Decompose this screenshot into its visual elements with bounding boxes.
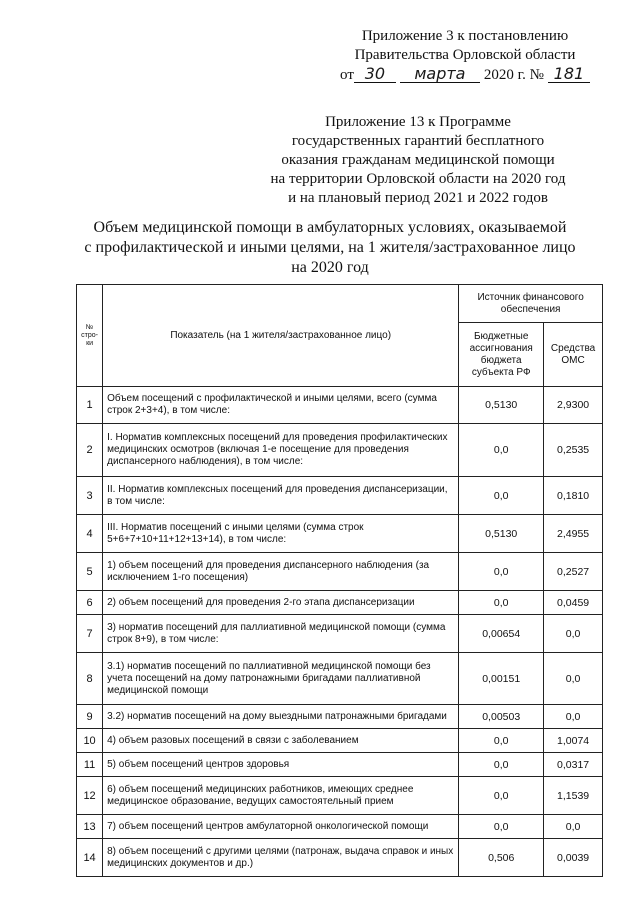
row-oms: 0,0 [544,615,603,653]
date-year: 2020 г. № [483,67,544,83]
row-oms: 1,0074 [544,729,603,753]
appendix-line-4: на территории Орловской области на 2020 год [270,171,566,187]
volume-table [76,284,603,877]
date-prefix: от [340,67,354,83]
row-indicator: III. Норматив посещений с иными целями (сумма строк 5+6+7+10+11+12+13+14), в том числе: [103,515,459,553]
row-indicator: Объем посещений с профилактической и иными целями, всего (сумма строк 2+3+4), в том числе: [103,387,459,424]
appendix-line-1: Приложение 13 к Программе [325,114,511,130]
row-indicator: 3.1) норматив посещений по паллиативной медицинской помощи без учета посещений на дому патронажными бригадами паллиативной медицинской помощи [103,653,459,705]
row-number: 2 [77,424,103,477]
row-indicator: 5) объем посещений центров здоровья [103,753,459,777]
table-row [77,424,603,477]
row-number: 10 [77,729,103,753]
row-number: 4 [77,515,103,553]
table-row [77,553,603,591]
table-row [77,591,603,615]
handwritten-doc-number: 181 [548,65,590,83]
row-budget: 0,0 [459,424,544,477]
row-indicator: 7) объем посещений центров амбулаторной онкологической помощи [103,815,459,839]
row-indicator: 6) объем посещений медицинских работников, имеющих среднее медицинское образование, ведущих самостоятельный прием [103,777,459,815]
appendix-13-header [228,113,608,208]
row-budget: 0,0 [459,777,544,815]
row-number: 5 [77,553,103,591]
table-row [77,477,603,515]
row-number: 7 [77,615,103,653]
row-budget: 0,0 [459,591,544,615]
row-indicator: II. Норматив комплексных посещений для проведения диспансеризации, в том числе: [103,477,459,515]
header-row-number: № стро-ки [77,285,103,387]
row-oms: 2,4955 [544,515,603,553]
row-oms: 0,0 [544,705,603,729]
table-row [77,815,603,839]
row-budget: 0,00503 [459,705,544,729]
resolution-line-1: Приложение 3 к постановлению [361,28,569,44]
row-oms: 1,1539 [544,777,603,815]
row-oms: 0,0 [544,815,603,839]
table-row [77,729,603,753]
appendix-line-5: и на плановый период 2021 и 2022 годов [288,190,548,206]
row-number: 6 [77,591,103,615]
row-budget: 0,5130 [459,387,544,424]
header-budget: Бюджетные ассигнования бюджета субъекта РФ [459,323,544,387]
row-indicator: 4) объем разовых посещений в связи с заболеванием [103,729,459,753]
row-indicator: 2) объем посещений для проведения 2-го этапа диспансеризации [103,591,459,615]
row-oms: 0,0459 [544,591,603,615]
header-funding-source: Источник финансового обеспечения [459,285,603,323]
table-row [77,705,603,729]
row-number: 3 [77,477,103,515]
header-indicator: Показатель (на 1 жителя/застрахованное лицо) [103,285,459,387]
row-indicator: 1) объем посещений для проведения диспансерного наблюдения (за исключением 1-го посещения) [103,553,459,591]
title-line-3: на 2020 год [291,259,369,276]
row-number: 14 [77,839,103,877]
appendix-line-2: государственных гарантий бесплатного [291,133,545,149]
row-oms: 0,0 [544,653,603,705]
document-title [70,218,590,278]
row-oms: 0,0317 [544,753,603,777]
row-indicator: 8) объем посещений с другими целями (патронаж, выдача справок и иных медицинских документов и др.) [103,839,459,877]
row-budget: 0,5130 [459,515,544,553]
handwritten-day: 30 [354,65,396,83]
row-number: 11 [77,753,103,777]
row-number: 1 [77,387,103,424]
header-oms: Средства ОМС [544,323,603,387]
table-row [77,753,603,777]
row-number: 9 [77,705,103,729]
table-row [77,777,603,815]
resolution-date-line [300,65,630,85]
row-number: 12 [77,777,103,815]
row-budget: 0,0 [459,753,544,777]
title-line-1: Объем медицинской помощи в амбулаторных условиях, оказываемой [93,219,567,236]
row-indicator: 3) норматив посещений для паллиативной медицинской помощи (сумма строк 8+9), в том числе: [103,615,459,653]
table-row [77,515,603,553]
row-indicator: I. Норматив комплексных посещений для проведения профилактических медицинских осмотров (включая 1-е посещение для проведения диспансерного наблюдения), в том числе: [103,424,459,477]
table-row [77,839,603,877]
row-budget: 0,0 [459,729,544,753]
title-line-2: с профилактической и иными целями, на 1 жителя/застрахованное лицо [84,239,576,256]
row-number: 13 [77,815,103,839]
row-oms: 0,1810 [544,477,603,515]
row-oms: 0,2527 [544,553,603,591]
handwritten-month: марта [400,65,480,83]
row-oms: 0,0039 [544,839,603,877]
table-row [77,615,603,653]
row-oms: 2,9300 [544,387,603,424]
row-budget: 0,00654 [459,615,544,653]
appendix-line-3: оказания гражданам медицинской помощи [281,152,555,168]
row-budget: 0,0 [459,815,544,839]
resolution-line-2: Правительства Орловской области [354,47,576,63]
row-indicator: 3.2) норматив посещений на дому выездными патронажными бригадами [103,705,459,729]
row-budget: 0,00151 [459,653,544,705]
row-budget: 0,0 [459,553,544,591]
row-budget: 0,506 [459,839,544,877]
table-row [77,653,603,705]
row-number: 8 [77,653,103,705]
row-budget: 0,0 [459,477,544,515]
table-row [77,387,603,424]
resolution-header [300,27,630,85]
row-oms: 0,2535 [544,424,603,477]
